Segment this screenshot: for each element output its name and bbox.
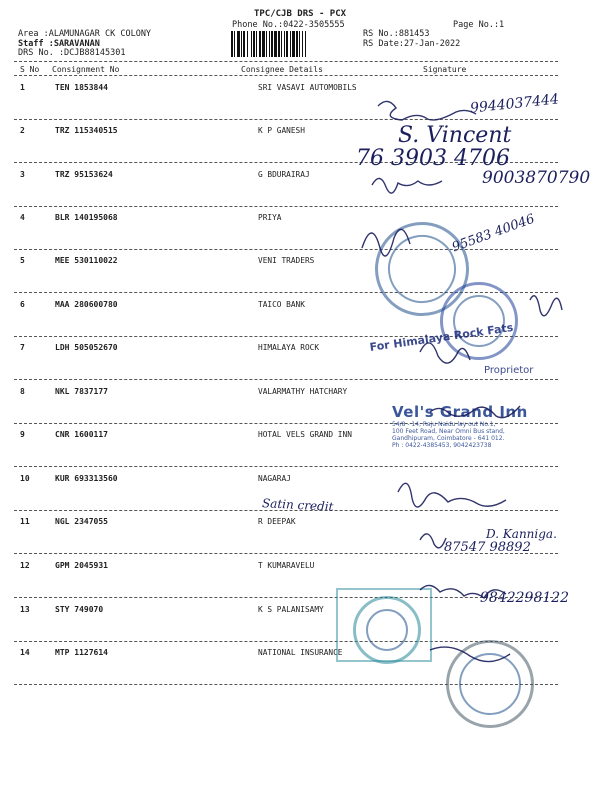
col-consignee: Consignee Details — [241, 65, 323, 74]
row-consignee: R DEEPAK — [258, 517, 296, 526]
row-sno: 13 — [20, 605, 30, 614]
row-consignment-no: TEN 1853844 — [55, 83, 108, 92]
vels-address-2: 100 Feet Road, Near Omni Bus stand, — [392, 428, 505, 435]
col-sno: S No — [20, 65, 40, 74]
handwritten-note-2a: S. Vincent — [398, 123, 512, 148]
row-consignee: K S PALANISAMY — [258, 605, 324, 614]
row-consignee: HIMALAYA ROCK — [258, 343, 320, 352]
signature-14 — [430, 647, 510, 661]
row-sno: 3 — [20, 170, 25, 179]
row-consignment-no: GPM 2045931 — [55, 561, 108, 570]
row-consignee: VALARMATHY HATCHARY — [258, 387, 348, 396]
row-sno: 14 — [20, 648, 30, 657]
row-consignment-no: STY 749070 — [55, 605, 104, 614]
signature-4 — [372, 178, 442, 193]
row-consignment-no: MAA 280600780 — [55, 300, 118, 309]
area-label: Area :ALAMUNAGAR CK COLONY — [18, 29, 152, 39]
row-sno: 5 — [20, 256, 25, 265]
page-number: Page No.:1 — [453, 20, 505, 30]
signature-5 — [362, 229, 410, 256]
row-consignee: TAICO BANK — [258, 300, 305, 309]
report-title: TPC/CJB DRS - PCX — [253, 9, 347, 19]
signature-1 — [378, 101, 476, 120]
vels-address-1: 54/8 - 14, Raju Naidu lay out No.1, — [392, 421, 496, 428]
col-signature: Signature — [423, 65, 467, 74]
signature-12 — [420, 585, 506, 598]
proprietor-text: Proprietor — [484, 365, 534, 376]
staff-label: Staff :SARAVANAN — [18, 38, 100, 49]
row-consignee: T KUMARAVELU — [258, 561, 315, 570]
row-consignment-no: LDH 505052670 — [55, 343, 118, 352]
phone-number: Phone No.:0422-3505555 — [232, 20, 345, 30]
row-sno: 6 — [20, 300, 25, 309]
row-consignment-no: TRZ 95153624 — [55, 170, 113, 179]
row-sno: 8 — [20, 387, 25, 396]
row-sno: 2 — [20, 126, 25, 135]
himalaya-stamp-text: For Himalaya Rock Fats — [368, 320, 515, 355]
row-consignee: HOTAL VELS GRAND INN — [258, 430, 352, 439]
row-consignment-no: MEE 530110022 — [55, 256, 118, 265]
rs-number: RS No.:881453 — [363, 29, 430, 39]
row-consignment-no: BLR 140195068 — [55, 213, 118, 222]
handwritten-note-11b: 87547 98892 — [444, 540, 531, 555]
row-sno: 4 — [20, 213, 25, 222]
row-sno: 10 — [20, 474, 30, 483]
row-sno: 12 — [20, 561, 30, 570]
row-consignment-no: MTP 1127614 — [55, 648, 108, 657]
vels-name: Vel's Grand Inn — [392, 403, 528, 421]
signature-6 — [530, 296, 562, 316]
handwritten-note-4: 95583 40046 — [450, 211, 537, 256]
row-consignment-no: NKL 7837177 — [55, 387, 108, 396]
row-consignment-no: NGL 2347055 — [55, 517, 108, 526]
row-consignee: NAGARAJ — [258, 474, 291, 483]
vels-address-4: Ph : 0422-4385453, 9042423738 — [392, 442, 492, 449]
row-consignee: PRIYA — [258, 213, 282, 222]
row-consignment-no: CNR 1600117 — [55, 430, 108, 439]
row-consignment-no: TRZ 115340515 — [55, 126, 118, 135]
row-consignee: SRI VASAVI AUTOMOBILS — [258, 83, 357, 92]
handwritten-note-12: 9842298122 — [480, 590, 570, 606]
signature-8 — [430, 406, 520, 418]
row-sno: 9 — [20, 430, 25, 439]
handwritten-note-3: 9003870790 — [482, 168, 591, 188]
signature-11 — [398, 483, 506, 507]
row-sno: 7 — [20, 343, 25, 352]
row-sno: 11 — [20, 517, 30, 526]
row-consignee: NATIONAL INSURANCE — [258, 648, 343, 657]
handwritten-note-2b: 76 3903 4706 — [356, 146, 510, 171]
row-consignment-no: KUR 693313560 — [55, 474, 118, 483]
row-sno: 1 — [20, 83, 25, 92]
handwritten-note-1: 9944037444 — [469, 91, 560, 117]
row-consignee: G BDURAIRAJ — [258, 170, 310, 179]
handwritten-note-11a: D. Kanniga. — [486, 527, 557, 541]
signature-11b — [420, 534, 446, 548]
handwritten-note-10: Satin credit — [261, 496, 334, 514]
rs-date: RS Date:27-Jan-2022 — [363, 38, 461, 49]
drs-number: DRS No. :DCJB88145301 — [18, 48, 126, 58]
row-consignee: VENI TRADERS — [258, 256, 315, 265]
row-consignee: K P GANESH — [258, 126, 305, 135]
signature-7 — [420, 343, 470, 363]
col-consignment: Consignment No — [52, 65, 120, 74]
vels-address-3: Gandhipuram, Coimbatore - 641 012. — [392, 435, 505, 442]
